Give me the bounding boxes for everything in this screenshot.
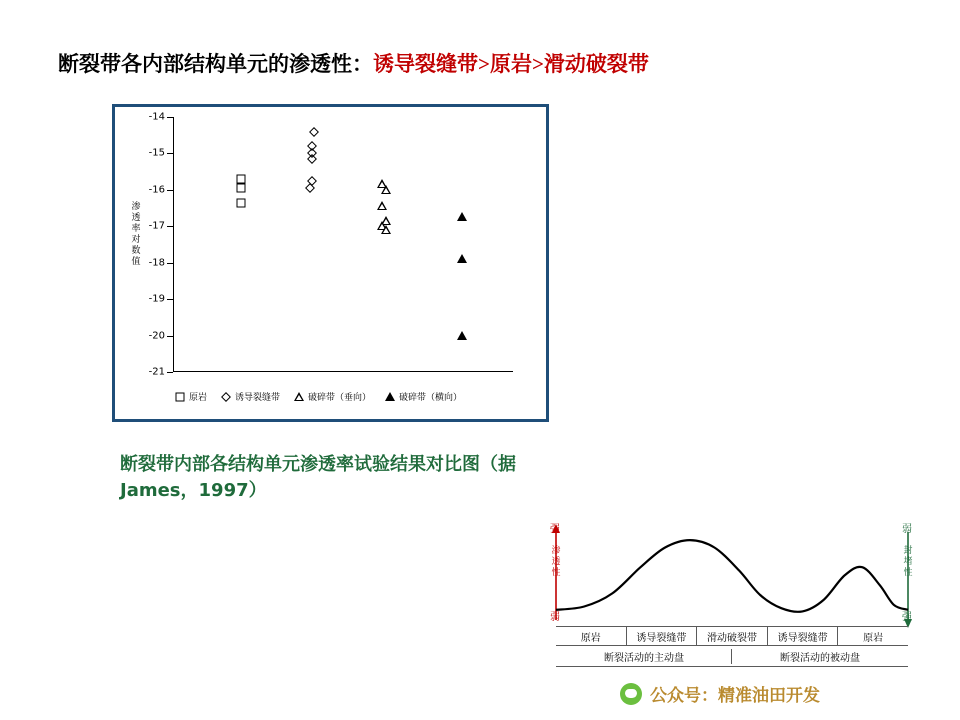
y-axis-line — [173, 117, 174, 372]
left-axis-label: 渗 透 性 — [551, 546, 561, 578]
page-title-black: 断裂带各内部结构单元的渗透性： — [58, 52, 373, 76]
zone-cell: 诱导裂缝带 — [627, 627, 698, 645]
y-tick — [167, 226, 173, 227]
permeability-scatter-chart — [112, 104, 549, 422]
legend-label: 破碎带（垂向） — [308, 393, 372, 403]
diamond-marker-icon — [221, 392, 231, 402]
data-point — [305, 183, 315, 193]
page-title-red: 诱导裂缝带>原岩>滑动破裂带 — [373, 52, 649, 76]
watermark — [620, 681, 820, 706]
right-axis-label: 封 堵 性 — [903, 546, 913, 578]
y-tick — [167, 117, 173, 118]
y-tick-label: -16 — [148, 184, 165, 196]
y-tick — [167, 299, 173, 300]
square-marker-icon — [175, 392, 185, 402]
zone-cell: 滑动破裂带 — [697, 627, 768, 645]
y-tick-label: -15 — [148, 147, 165, 159]
leaf-logo-icon — [620, 683, 642, 705]
panel-cell: 断裂活动的被动盘 — [780, 653, 860, 664]
y-tick-label: -20 — [148, 330, 165, 342]
y-tick — [167, 153, 173, 154]
legend-label: 诱导裂缝带 — [235, 393, 281, 403]
chart-caption: 断裂带内部各结构单元渗透率试验结果对比图（据James，1997） — [120, 454, 516, 501]
data-point — [381, 185, 391, 194]
data-point — [309, 127, 319, 137]
data-point — [457, 254, 467, 263]
diagram-curve-svg — [528, 520, 936, 632]
panel-row — [556, 647, 908, 667]
legend-item — [221, 390, 280, 403]
right-axis-top-label: 弱 — [902, 524, 912, 535]
legend-item — [385, 390, 462, 403]
data-point — [457, 212, 467, 221]
y-tick-label: -14 — [148, 111, 165, 123]
data-point — [237, 184, 246, 193]
page-title — [58, 48, 649, 78]
zone-cell: 原岩 — [556, 627, 627, 645]
zone-cell: 原岩 — [863, 632, 884, 644]
data-point — [377, 201, 387, 210]
zone-row — [556, 626, 908, 646]
legend-label: 破碎带（横向） — [399, 393, 463, 403]
y-tick — [167, 263, 173, 264]
legend-item — [294, 390, 371, 403]
data-point — [237, 174, 246, 183]
plot-area — [148, 111, 513, 378]
left-axis-top-label: 强 — [550, 524, 560, 535]
chart-inner — [115, 107, 546, 419]
legend-item — [175, 390, 207, 403]
data-point — [307, 154, 317, 164]
watermark-text: 公众号：精准油田开发 — [650, 686, 820, 706]
data-point — [237, 198, 246, 207]
triangle-open-marker-icon — [294, 392, 304, 402]
data-point — [457, 331, 467, 340]
permeability-curve — [556, 540, 908, 612]
legend-label: 原岩 — [189, 393, 208, 403]
right-axis-bottom-label: 强 — [902, 612, 912, 623]
x-axis-line — [173, 371, 513, 372]
y-tick — [167, 372, 173, 373]
left-axis-bottom-label: 弱 — [550, 612, 560, 623]
data-point — [381, 225, 391, 234]
triangle-filled-marker-icon — [385, 392, 395, 402]
zone-cell: 诱导裂缝带 — [768, 627, 839, 645]
permeability-sealing-diagram — [528, 520, 936, 680]
y-tick — [167, 190, 173, 191]
y-tick-label: -21 — [148, 366, 165, 378]
y-tick-label: -19 — [148, 293, 165, 305]
panel-cell: 断裂活动的主动盘 — [556, 647, 732, 666]
y-tick — [167, 336, 173, 337]
y-tick-label: -18 — [148, 257, 165, 269]
y-tick-label: -17 — [148, 220, 165, 232]
chart-legend — [175, 390, 462, 403]
y-axis-label: 渗 透 率 对 数 值 — [131, 202, 141, 267]
